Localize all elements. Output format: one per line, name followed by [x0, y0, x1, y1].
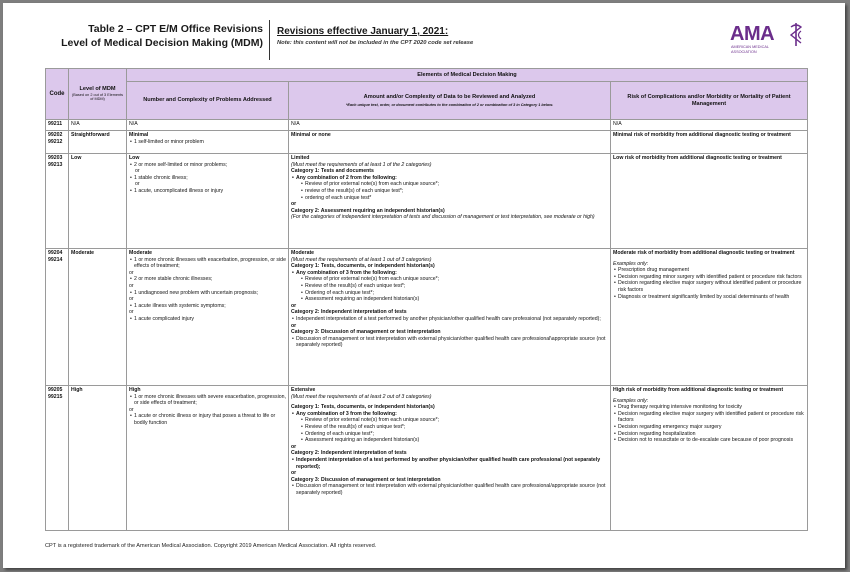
data-category-sub: • Any combination of 3 from the following:	[291, 270, 608, 277]
data-title: Limited	[291, 155, 310, 161]
data-category: Category 3: Discussion of management or test interpretation	[291, 476, 441, 483]
data-category: Category 3: Discussion of management or test interpretation	[291, 329, 441, 336]
logo-subtitle	[731, 45, 769, 54]
data-requirement: (Must meet the requirements of at least 1 out of 3 categories)	[291, 256, 432, 263]
risk-example: • Drug therapy requiring intensive monitoring for toxicity	[613, 404, 805, 411]
risk-cell	[611, 386, 808, 531]
or-separator: or	[129, 282, 134, 289]
or-separator: or	[291, 322, 297, 329]
data-category-sub: • Any combination of 3 from the following:	[291, 411, 608, 418]
data-item: • Review of prior external note(s) from each unique source*;	[291, 181, 608, 188]
or-separator: or	[129, 296, 134, 303]
level-cell: Low	[69, 154, 127, 249]
col-header-data-sub: *Each unique test, order, or document contributes to the combination of 2 or combination of 3 in Category 1 below.	[345, 102, 554, 107]
risk-example: • Decision not to resuscitate or to de-escalate care because of poor prognosis	[613, 437, 805, 444]
data-item: • Ordering of each unique test*;	[291, 431, 608, 438]
code-primary: 99204	[48, 250, 63, 256]
data-item: • Review of the result(s) of each unique test*;	[291, 283, 608, 290]
level-cell: Straightforward	[69, 131, 127, 154]
or-separator: or	[135, 181, 140, 188]
code-secondary: 99212	[48, 138, 63, 145]
code-cell	[46, 154, 69, 249]
level-cell: High	[69, 386, 127, 531]
problem-item: • 1 acute illness with systemic symptoms;	[129, 303, 286, 310]
problem-item: • 2 or more stable chronic illnesses;	[129, 276, 286, 283]
risk-cell: Minimal risk of morbidity from additional diagnostic testing or treatment	[611, 131, 808, 154]
col-header-code: Code	[46, 69, 69, 120]
problems-cell	[127, 154, 289, 249]
data-category: Category 1: Tests, documents, or independent historian(s)	[291, 263, 435, 270]
risk-cell	[611, 249, 808, 386]
table-row	[46, 131, 808, 154]
or-separator: or	[129, 269, 134, 276]
data-cell	[289, 154, 611, 249]
risk-example: • Prescription drug management	[613, 267, 805, 274]
data-item: • Review of the result(s) of each unique test*;	[291, 424, 608, 431]
revisions-note: Note: this content will not be included in the CPT 2020 code set release	[277, 40, 474, 46]
header-row-2	[46, 82, 808, 120]
data-category: Category 2: Independent interpretation of tests	[291, 309, 407, 316]
revisions-block	[277, 26, 473, 46]
table-title	[51, 22, 263, 50]
document-page	[3, 3, 845, 568]
or-separator: or	[129, 309, 134, 316]
elements-header: Elements of Medical Decision Making	[127, 69, 808, 82]
or-separator: or	[135, 168, 140, 175]
or-separator: or	[291, 201, 297, 208]
problems-title: Low	[129, 155, 140, 161]
data-item: • Review of prior external note(s) from each unique source*;	[291, 276, 608, 283]
risk-cell: N/A	[611, 120, 808, 131]
problem-item: • 1 undiagnosed new problem with uncertain prognosis;	[129, 290, 286, 297]
table-row	[46, 120, 808, 131]
table-row	[46, 249, 808, 386]
or-separator: or	[129, 406, 134, 413]
data-item: • Independent interpretation of a test performed by another physician/other qualified health care professional (not separately reported);	[291, 316, 608, 323]
data-item: • ordering of each unique test*	[291, 195, 608, 202]
logo-sub-line-1: AMERICAN MEDICAL	[731, 45, 769, 49]
problems-cell	[127, 386, 289, 531]
problems-title: Minimal	[129, 132, 149, 138]
problem-item: • 1 or more chronic illnesses with severe exacerbation, progression, or side effects of treatment;	[129, 394, 286, 407]
problem-item: • 1 acute complicated injury	[129, 316, 286, 323]
problem-item: • 1 stable chronic illness;	[129, 175, 286, 182]
code-primary: 99205	[48, 387, 63, 393]
data-item: • Discussion of management or test interpretation with external physician/other qualified health care professional\appropriate source (not separately reported)	[291, 336, 608, 349]
risk-example: • Decision regarding elective major surgery with identified patient or procedure risk factors	[613, 411, 805, 424]
data-category: Category 2: Independent interpretation of tests	[291, 450, 407, 457]
problem-item: • 1 self-limited or minor problem	[129, 139, 286, 146]
problem-item: • 1 acute or chronic illness or injury that poses a threat to life or bodily function	[129, 413, 286, 426]
title-line-1: Table 2 – CPT E/M Office Revisions	[88, 23, 263, 35]
data-item: • Assessment requiring an independent historian(s)	[291, 437, 608, 444]
logo-sub-line-2: ASSOCIATION	[731, 49, 757, 54]
problems-title: Moderate	[129, 250, 153, 256]
data-note: (For the categories of independent interpretation of tests and discussion of management or test interpretation, see moderate or high)	[291, 214, 595, 221]
logo-wordmark: AMA	[730, 23, 775, 45]
col-header-level	[69, 69, 127, 120]
data-title: Moderate	[291, 250, 315, 256]
col-header-risk: Risk of Complications and/or Morbidity or Mortality of Patient Management	[611, 82, 808, 120]
level-cell: N/A	[69, 120, 127, 131]
data-item: • Discussion of management or test interpretation with external physician/other qualified health care professional/appropriate source (not separately reported)	[291, 483, 608, 496]
col-header-data-label: Amount and/or Complexity of Data to be Reviewed and Analyzed	[363, 93, 536, 100]
data-cell	[289, 386, 611, 531]
data-item: • review of the result(s) of each unique test*;	[291, 188, 608, 195]
data-category: Category 1: Tests and documents	[291, 168, 374, 175]
col-header-level-sub: (Based on 2 out of 3 Elements of MDM)	[71, 92, 124, 102]
code-cell: 99211	[46, 120, 69, 131]
code-secondary: 99213	[48, 161, 63, 168]
code-cell	[46, 131, 69, 154]
header-row-1	[46, 69, 808, 82]
risk-example: • Diagnosis or treatment significantly limited by social determinants of health	[613, 294, 805, 301]
col-header-level-label: Level of MDM	[79, 86, 116, 93]
col-header-problems: Number and Complexity of Problems Addressed	[127, 82, 289, 120]
data-item: • Independent interpretation of a test performed by another physician/other qualified health care professional (not separately reported);	[291, 457, 608, 470]
title-divider	[269, 20, 270, 60]
code-cell	[46, 386, 69, 531]
problems-title: High	[129, 387, 141, 393]
risk-example: • Decision regarding elective major surgery without identified patient or procedure risk factors	[613, 280, 805, 293]
risk-title: Moderate risk of morbidity from additional diagnostic testing or treatment	[613, 250, 795, 256]
or-separator: or	[291, 443, 297, 450]
data-category-sub: • Any combination of 2 from the following:	[291, 175, 608, 182]
code-secondary: 99215	[48, 393, 63, 400]
or-separator: or	[291, 470, 297, 477]
col-header-data	[289, 82, 611, 120]
data-item: • Assessment requiring an independent historian(s)	[291, 296, 608, 303]
data-cell	[289, 249, 611, 386]
data-title: Extensive	[291, 387, 316, 393]
problem-item: • 1 acute, uncomplicated illness or injury	[129, 188, 286, 195]
problems-cell: N/A	[127, 120, 289, 131]
code-secondary: 99214	[48, 256, 63, 263]
data-requirement: (Must meet the requirements of at least 2 out of 3 categories)	[291, 393, 432, 400]
mdm-table	[45, 68, 808, 531]
problem-item: • 1 or more chronic illnesses with exacerbation, progression, or side effects of treatment;	[129, 257, 286, 270]
data-item: • Ordering of each unique test*;	[291, 290, 608, 297]
risk-example: • Decision regarding emergency major surgery	[613, 424, 805, 431]
level-cell: Moderate	[69, 249, 127, 386]
or-separator: or	[291, 302, 297, 309]
data-cell: N/A	[289, 120, 611, 131]
code-cell	[46, 249, 69, 386]
code-primary: 99203	[48, 155, 63, 161]
examples-label: Examples only:	[613, 397, 649, 404]
code-primary: 99202	[48, 132, 63, 138]
data-cell: Minimal or none	[289, 131, 611, 154]
problem-item: • 2 or more self-limited or minor problems;	[129, 162, 286, 169]
title-line-2: Level of Medical Decision Making (MDM)	[61, 37, 263, 49]
caduceus-icon	[788, 21, 804, 47]
data-item: • Review of prior external note(s) from each unique source*;	[291, 417, 608, 424]
problems-cell	[127, 249, 289, 386]
risk-example: • Decision regarding hospitalization	[613, 431, 805, 438]
risk-cell: Low risk of morbidity from additional diagnostic testing or treatment	[611, 154, 808, 249]
examples-label: Examples only:	[613, 260, 649, 267]
ama-logo	[730, 23, 810, 61]
risk-title: High risk of morbidity from additional diagnostic testing or treatment	[613, 387, 784, 393]
problems-cell	[127, 131, 289, 154]
data-category: Category 1: Tests, documents, or independent historian(s)	[291, 404, 435, 411]
table-row	[46, 154, 808, 249]
risk-example: • Decision regarding minor surgery with identified patient or procedure risk factors	[613, 274, 805, 281]
data-requirement: (Must meet the requirements of at least 1 of the 2 categories)	[291, 161, 432, 168]
table-row	[46, 386, 808, 531]
copyright-footer: CPT is a registered trademark of the American Medical Association. Copyright 2019 American Medical Association. All rights reserved.	[45, 543, 377, 549]
data-category: Category 2: Assessment requiring an independent historian(s)	[291, 207, 445, 214]
revisions-title: Revisions effective January 1, 2021:	[277, 26, 449, 37]
